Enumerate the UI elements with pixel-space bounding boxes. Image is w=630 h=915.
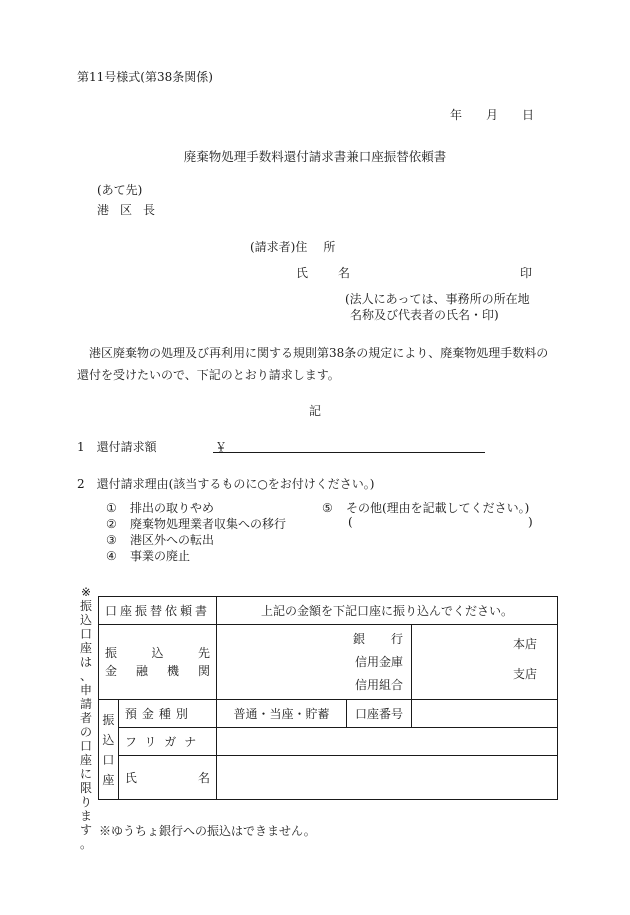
other-reason-paren-close: ) (528, 515, 533, 529)
credit-union-type: 信用組合 (354, 677, 403, 692)
reason-text: 港区外への転出 (130, 533, 215, 547)
account-number-field[interactable] (411, 700, 557, 728)
reason-text: その他(理由を記載してください。) (346, 501, 530, 515)
account-restriction-note (79, 585, 93, 851)
request-body-text: 港区廃棄物の処理及び再利用に関する規則第38条の規定により、廃棄物処理手数料の還付を受けたいので、下記のとおり請求します。 (77, 346, 549, 382)
label-char: 先 (198, 646, 211, 660)
note-char: ま (79, 809, 92, 823)
label-char: 関 (198, 664, 211, 678)
side-char: 振 (102, 712, 115, 727)
deposit-type-label: 預金種別 (118, 700, 216, 728)
reason-text: 排出の取りやめ (130, 501, 215, 515)
reason-text: 廃棄物処理業者収集への移行 (130, 517, 287, 531)
note-char: 口 (79, 627, 92, 641)
bank-name-field[interactable] (217, 625, 412, 700)
refund-amount-field[interactable] (213, 452, 485, 453)
addressee-name: 港区長 (97, 203, 167, 217)
corporate-note-line1: (法人にあっては、事務所の所在地 (345, 292, 530, 306)
label-char: 名 (198, 771, 211, 785)
furigana-field[interactable] (217, 728, 558, 756)
date-line (450, 106, 534, 123)
reason-option-1[interactable] (106, 499, 214, 516)
note-char: り (79, 795, 92, 809)
date-month: 月 (486, 108, 499, 122)
note-char: 、 (79, 669, 92, 683)
note-char: の (79, 725, 92, 739)
seal-mark: 印 (520, 266, 533, 280)
bank-type-char: 銀 (352, 631, 365, 646)
bank-type-char: 行 (390, 631, 403, 646)
side-char: 込 (102, 732, 115, 747)
requester-label: (請求者) (250, 240, 296, 254)
reason-option-2[interactable] (106, 515, 286, 532)
note-char: 申 (79, 683, 92, 697)
reason-num: ① (106, 501, 117, 515)
note-char: 込 (79, 613, 92, 627)
destination-bank-label (99, 625, 217, 700)
reason-num: ③ (106, 533, 117, 547)
reason-num: ② (106, 517, 117, 531)
reason-text: 事業の廃止 (130, 549, 191, 563)
note-char: は (79, 655, 92, 669)
transfer-request-title: 口座振替依頼書 (99, 597, 217, 625)
label-char: 融 (136, 664, 149, 678)
label-char: 機 (167, 664, 180, 678)
head-office-label: 本店 (512, 637, 537, 651)
transfer-request-message: 上記の金額を下記口座に振り込んでください。 (217, 597, 558, 625)
note-char: 座 (79, 753, 92, 767)
form-number: 第11号様式(第38条関係) (77, 70, 213, 84)
branch-name-field[interactable] (411, 625, 557, 700)
label-char: 氏 (124, 771, 137, 785)
account-holder-name-field[interactable] (217, 756, 558, 800)
furigana-label: フリガナ (118, 728, 216, 756)
corporate-note-line2: 名称及び代表者の氏名・印) (350, 308, 499, 322)
deposit-type-options[interactable]: 普通・当座・貯蓄 (217, 700, 347, 728)
note-char: 限 (79, 781, 92, 795)
date-year: 年 (450, 108, 463, 122)
reason-num: ④ (106, 549, 117, 563)
reason-num: ⑤ (322, 501, 333, 515)
refund-amount-label: 1 還付請求額 (77, 440, 157, 454)
side-char: 口 (102, 752, 115, 767)
reason-option-4[interactable] (106, 547, 190, 564)
note-char: 座 (79, 641, 92, 655)
reason-option-3[interactable] (106, 531, 214, 548)
requester-name-line (296, 264, 350, 281)
document-title: 廃棄物処理手数料還付請求書兼口座振替依頼書 (183, 149, 447, 164)
account-transfer-table (98, 596, 558, 800)
transfer-account-side-label (99, 700, 119, 800)
yen-symbol: ￥ (215, 440, 228, 454)
credit-bank-type: 信用金庫 (354, 654, 403, 669)
ki-heading: 記 (308, 404, 321, 418)
note-char: す (79, 823, 92, 837)
label-char: 込 (151, 646, 164, 660)
addressee-label: (あて先) (97, 183, 143, 197)
note-char: に (79, 767, 92, 781)
name-label-b: 名 (338, 266, 351, 280)
other-reason-paren-open: ( (348, 515, 353, 529)
note-char: 請 (79, 697, 92, 711)
label-char: 振 (105, 646, 118, 660)
address-label-a: 住 (295, 240, 308, 254)
date-day: 日 (522, 108, 535, 122)
note-char: 。 (79, 837, 92, 851)
refund-reason-label: 2 還付請求理由(該当するものに○をお付けください。) (77, 477, 375, 491)
requester-address-line (250, 238, 335, 255)
account-number-label: 口座番号 (347, 700, 412, 728)
label-char: 金 (105, 664, 118, 678)
note-char: ※ (80, 585, 92, 599)
branch-label: 支店 (512, 667, 537, 681)
address-label-b: 所 (323, 240, 336, 254)
note-char: 口 (79, 739, 92, 753)
note-char: 者 (79, 711, 92, 725)
side-char: 座 (102, 772, 115, 787)
reason-option-5[interactable] (322, 499, 529, 516)
account-holder-name-label (118, 756, 216, 800)
note-char: 振 (79, 599, 92, 613)
yucho-bank-note: ※ゆうちょ銀行への振込はできません。 (99, 824, 316, 838)
name-label-a: 氏 (296, 266, 309, 280)
